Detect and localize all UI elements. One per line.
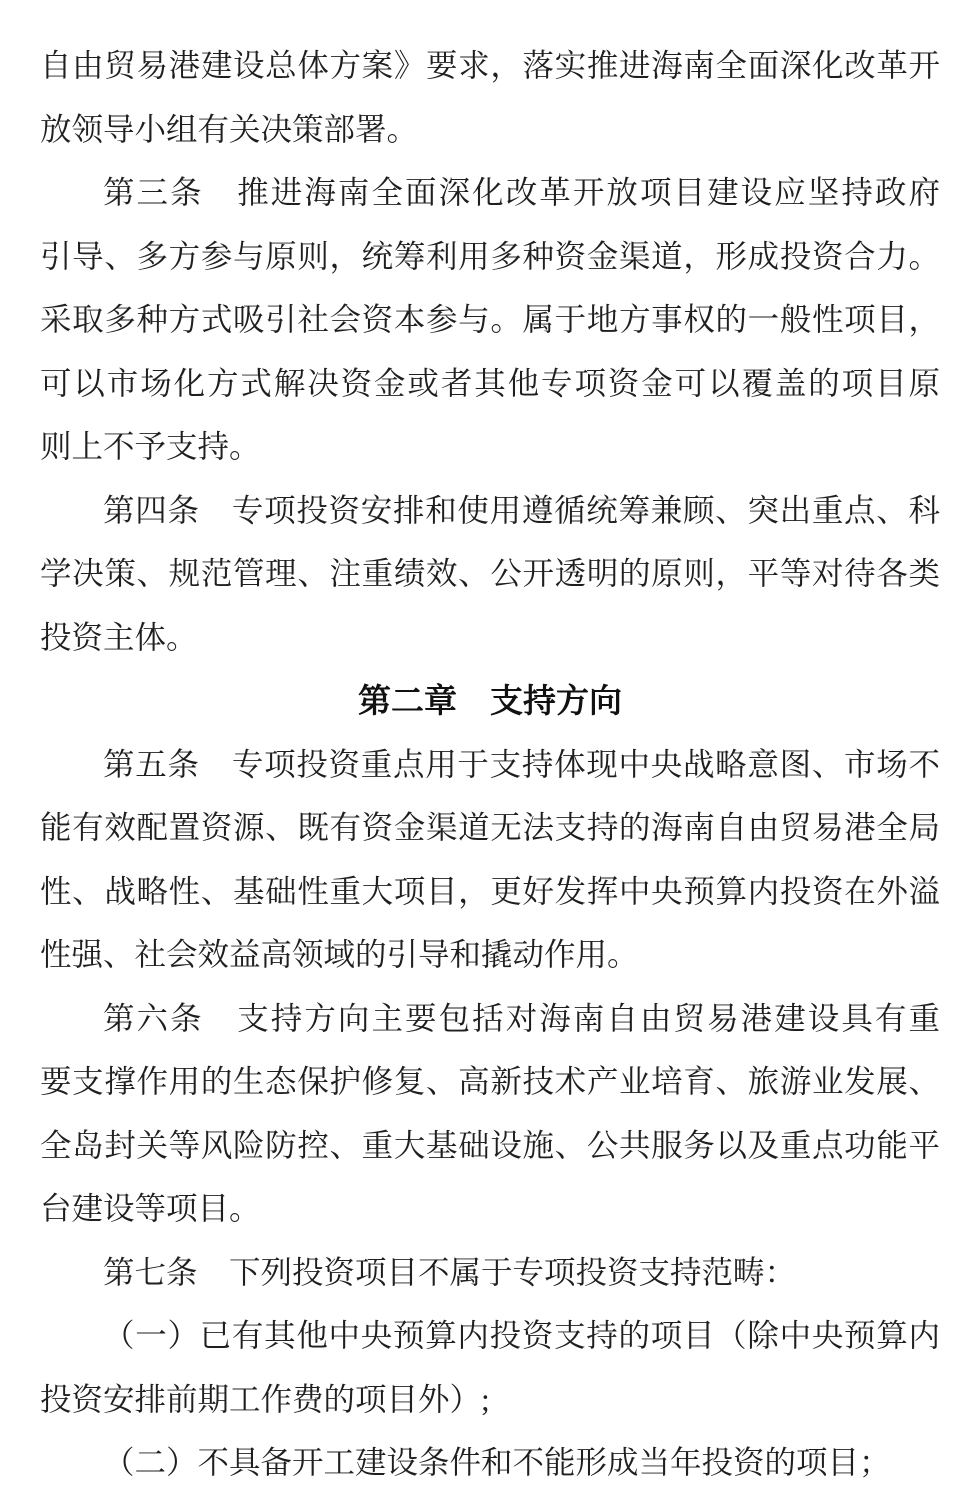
document-body [40, 34, 940, 1495]
text-line: 第七条 下列投资项目不属于专项投资支持范畴： [103, 1254, 797, 1290]
text-line: 学决策、规范管理、注重绩效、公开透明的原则，平等对待各类 [40, 556, 940, 591]
text-line: 要支撑作用的生态保护修复、高新技术产业培育、旅游业发展、 [40, 1064, 940, 1099]
text-line: 第三条 推进海南全面深化改革开放项目建设应坚持政府 [103, 175, 940, 210]
text-line: 全岛封关等风险防控、重大基础设施、公共服务以及重点功能平 [40, 1127, 940, 1163]
text-line: （二）不具备开工建设条件和不能形成当年投资的项目； [103, 1445, 891, 1480]
text-line: 采取多种方式吸引社会资本参与。属于地方事权的一般性项目， [40, 302, 940, 337]
text-line: （一）已有其他中央预算内投资支持的项目（除中央预算内 [103, 1318, 940, 1353]
text-line: 第六条 支持方向主要包括对海南自由贸易港建设具有重 [103, 1000, 940, 1036]
text-line: 引导、多方参与原则，统筹利用多种资金渠道，形成投资合力。 [40, 238, 940, 274]
text-line: 放领导小组有关决策部署。 [40, 111, 419, 147]
text-line: 第四条 专项投资安排和使用遵循统筹兼顾、突出重点、科 [103, 492, 940, 528]
text-line: 台建设等项目。 [40, 1191, 261, 1226]
text-line: 投资主体。 [40, 619, 198, 655]
text-line: 第五条 专项投资重点用于支持体现中央战略意图、市场不 [103, 746, 940, 782]
text-line: 性强、社会效益高领域的引导和撬动作用。 [40, 937, 639, 972]
text-line: 能有效配置资源、既有资金渠道无法支持的海南自由贸易港全局 [40, 810, 940, 845]
text-line: 自由贸易港建设总体方案》要求，落实推进海南全面深化改革开 [40, 48, 940, 83]
text-line: 则上不予支持。 [40, 429, 261, 464]
text-line: 可以市场化方式解决资金或者其他专项资金可以覆盖的项目原 [40, 365, 940, 401]
text-line: 投资安排前期工作费的项目外）; [40, 1381, 490, 1417]
chapter-heading: 第二章 支持方向 [358, 682, 622, 719]
text-line: 性、战略性、基础性重大项目，更好发挥中央预算内投资在外溢 [40, 873, 940, 909]
